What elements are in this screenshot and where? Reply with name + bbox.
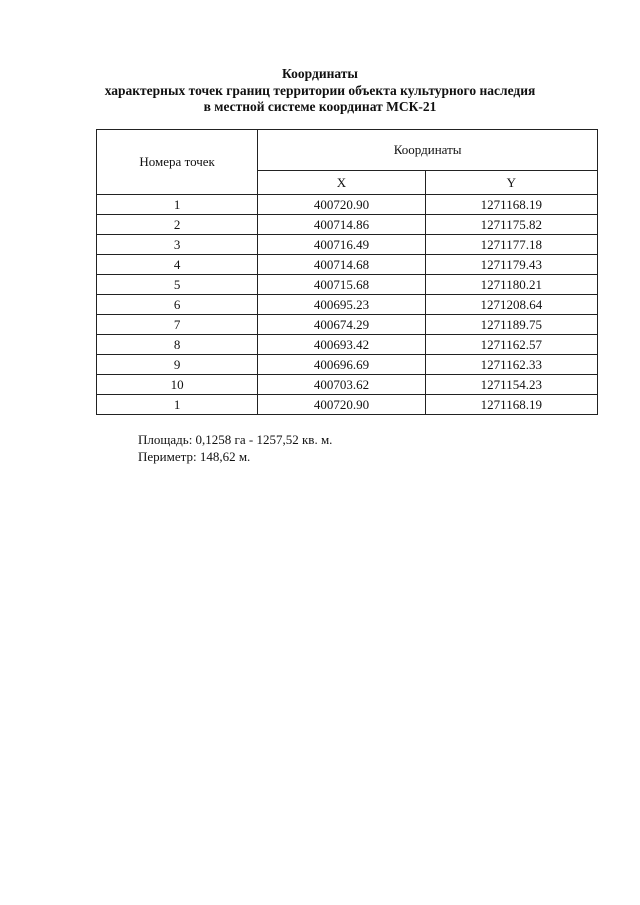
- x-value: 400696.69: [258, 355, 425, 375]
- x-value: 400693.42: [258, 335, 425, 355]
- point-number: 8: [97, 335, 258, 355]
- point-number: 4: [97, 255, 258, 275]
- area-text: Площадь: 0,1258 га - 1257,52 кв. м.: [138, 432, 333, 447]
- table-row: [97, 235, 598, 255]
- coordinates-table: [96, 129, 598, 415]
- y-value: 1271180.21: [425, 275, 597, 295]
- table-row: [97, 355, 598, 375]
- point-number: 5: [97, 275, 258, 295]
- point-number: 2: [97, 215, 258, 235]
- title-line-3: в местной системе координат МСК-21: [203, 99, 437, 114]
- perimeter-text: Периметр: 148,62 м.: [138, 449, 251, 464]
- y-value: 1271154.23: [425, 375, 597, 395]
- x-value: 400714.68: [258, 255, 425, 275]
- table-row: [97, 295, 598, 315]
- point-number: 9: [97, 355, 258, 375]
- table-row: [97, 375, 598, 395]
- point-number: 7: [97, 315, 258, 335]
- table-row: [97, 315, 598, 335]
- table-row: [97, 215, 598, 235]
- x-value: 400720.90: [258, 395, 425, 415]
- table-row: [97, 255, 598, 275]
- table-row: [97, 335, 598, 355]
- x-value: 400716.49: [258, 235, 425, 255]
- y-value: 1271162.57: [425, 335, 597, 355]
- table-row: [97, 395, 598, 415]
- header-y: Y: [425, 171, 597, 195]
- point-number: 1: [97, 195, 258, 215]
- header-point-numbers: Номера точек: [97, 130, 258, 195]
- title-line-1: Координаты: [282, 66, 358, 81]
- y-value: 1271168.19: [425, 395, 597, 415]
- x-value: 400703.62: [258, 375, 425, 395]
- header-x: X: [258, 171, 425, 195]
- table-row: [97, 275, 598, 295]
- x-value: 400674.29: [258, 315, 425, 335]
- x-value: 400695.23: [258, 295, 425, 315]
- title-line-2: характерных точек границ территории объекта культурного наследия: [104, 82, 536, 98]
- y-value: 1271179.43: [425, 255, 597, 275]
- y-value: 1271168.19: [425, 195, 597, 215]
- point-number: 1: [97, 395, 258, 415]
- table-row: [97, 195, 598, 215]
- y-value: 1271177.18: [425, 235, 597, 255]
- x-value: 400715.68: [258, 275, 425, 295]
- x-value: 400720.90: [258, 195, 425, 215]
- point-number: 10: [97, 375, 258, 395]
- y-value: 1271162.33: [425, 355, 597, 375]
- y-value: 1271189.75: [425, 315, 597, 335]
- point-number: 6: [97, 295, 258, 315]
- summary: [138, 431, 332, 465]
- x-value: 400714.86: [258, 215, 425, 235]
- document-title: [0, 66, 640, 116]
- point-number: 3: [97, 235, 258, 255]
- y-value: 1271175.82: [425, 215, 597, 235]
- header-coordinates: Координаты: [258, 130, 598, 171]
- y-value: 1271208.64: [425, 295, 597, 315]
